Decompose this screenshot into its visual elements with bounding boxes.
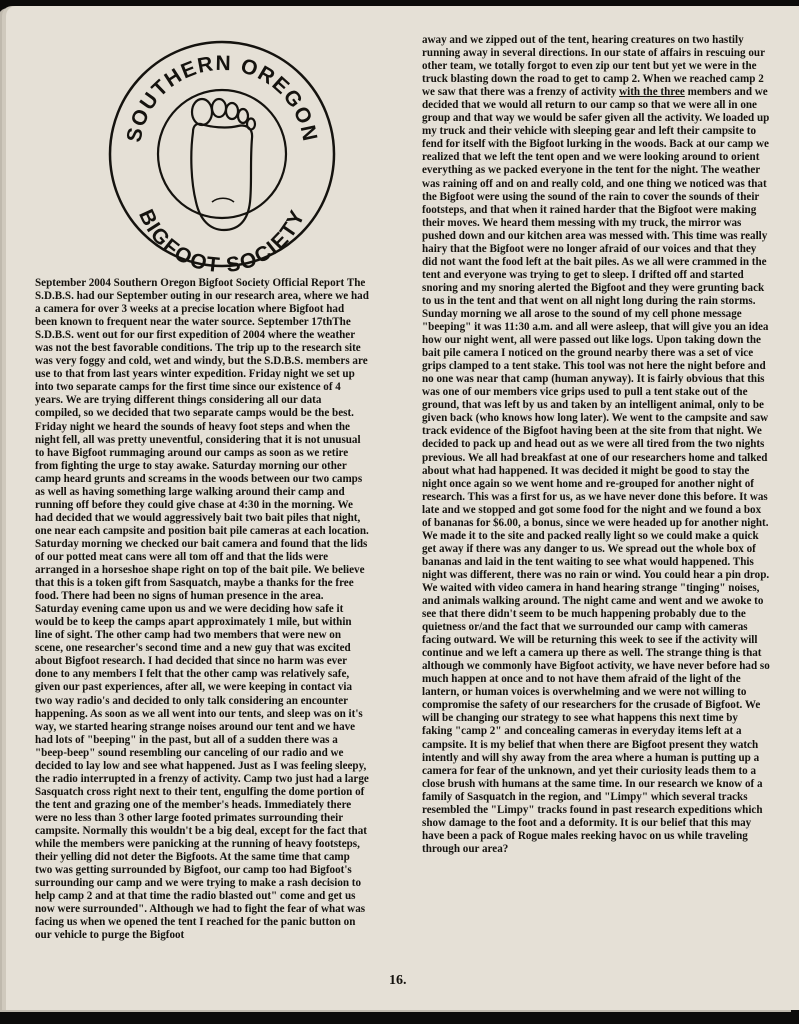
logo-top-text: SOUTHERN OREGON [122,51,322,145]
right-column-bottom-text: leads them to a close brush with humans at the same time. In our research we know of a family of Sasquatch in the region, and "Limpy" which several tracks resembled the "Limpy" tracks found in past research expeditions which show damage to the foot and a deformity. It is our belief that this may have been a pack of Rogue males reeking havoc on us while traveling through our area? [422,764,763,855]
logo-bottom-text: BIGFOOT SOCIETY [134,205,310,274]
right-column-mid-text: members and we decided that we would all return to our camp so that we were all in one group and that way we would be safer given all the activity. We loaded up my truck and their vehicle with sleeping gear and left their campsite to fend for itself with the Bigfoot lurking in the woods. Back at our camp we realized that we left the tent open and we were looking around to orient everything as we packed everyone in the tent for the night. The weather was raining off and on and really cold, and one thing we noticed was that the Bigfoot were using the sound of the rain to cover the sounds of their footsteps, and that when it rained harder that the Bigfoot were making their moves. We heard them messing with my truck, the mirror was pushed down and our kitchen area was messed with. This time was really hairy that the Bigfoot were no longer afraid of our voices and that they did not want the food left at the bait piles. As we all were crammed in the tent and everyone was trying to get to sleep. I drifted off and started snoring and my snoring alerted the Bigfoot and they were grunting back to us in the tent and that went on all night long during the rain storms. Sunday morning we all arose to the sound of my cell phone message "beeping" it was 11:30 a.m. and all were asleep, that will give you an idea how our night went, all were passed out like logs. Upon taking down the bait pile camera I noticed on the ground nearby there was a set of vice grips clamped to a tent stake. This tool was not here the night before and no one was near that camp (human anyway). It is fairly obvious that this was one of our members vice grips used to pull a tent stake out of the ground, that was left by us and taken by an intelligent animal, only to be given back (who knows how long later). We went to the campsite and saw track evidence of the Bigfoot having been at the site from that night. We decided to pack up and head out as we were all tired from the two nights previous. We all had breakfast at one of our researchers home and talked about what had happened. It was decided it might be good to stay the night once again so we went home and re-grouped for another night of research. This was a first for us, as we have never done this before. It was late and we stopped and got some food for the night and we found a box of bananas for $6.00, a bonus, since we were headed up for another night. We made it to the site and packed really light so we could make a quick get away if there was any danger to us. We spread out the whole box of bananas and laid in the tent waiting to see what would happened. This night was different, there was no rain or wind. You could hear a pin drop. We waited with video camera in hand hearing strange "tinging" noises, and animals walking around. The night came and went and we awoke to see that there didn't seem to be much happening probably due to the quietness or/and the fact that we surrounded our camp with cameras facing outward. We will be returning this week to see if the activity will continue and we left a camera up there as well. The strange thing is that although we commonly have Bigfoot activity, we have never before had so much happen at once and to not have them afraid of the light of the lantern, or human voices is overwhelming and we were not willing to compromise the safety of our researchers for the crusade of Bigfoot. We will be changing our strategy to see what happens this next time by faking "camp 2" and concealing cameras in everyday items left at a campsite. It is my belief that when there are Bigfoot present they watch intently and will shy away from the area where a human is putting up a camera for fear of the unknown, and yet their curiosity [422,86,770,777]
page-number: 16. [389,973,407,988]
right-column-top-text: away and we zipped out of the tent, hearing creatures on two hastily running away in several directions. In our state of affairs in rescuing our other team, we totally forgot to even zip our tent but yet we were in the truck blasting down the road to get to camp 2. When we reached camp 2 we saw that there was a frenzy of activity [422,34,765,99]
right-column-text [422,34,770,856]
underlined-text: with the three [619,86,685,99]
document-page [6,6,799,1010]
footprint-icon [191,99,255,230]
bigfoot-society-logo [72,34,372,274]
left-column-text: September 2004 Southern Oregon Bigfoot Society Official Report The S.D.B.S. had our September outing in our research area, where we had a camera for over 3 weeks at a precise location where Bigfoot had been known to frequent near the water source. September 17thThe S.D.B.S. went out for our first expedition of 2004 where the weather was not the best favorable conditions. The trip up to the research site was very foggy and cold, wet and windy, but the S.D.B.S. members are use to that from last years winter expedition. Friday night we set up into two separate camps for the first time since our existence of 4 years. We are trying different things considering all our data compiled, so we decided that two separate camps would be the best. Friday night we heard the sounds of heavy foot steps and when the night fell, all was pretty uneventful, considering that it is not unusual to have Bigfoot rummaging around our camps as soon as we retire from fighting the urge to stay awake. Saturday morning our other camp heard grunts and screams in the woods between our two camps as well as having something large walking around their camp and running off before they could give chase at 4:30 in the morning. We had decided that we would aggressively bait two bait piles that night, one near each campsite and position bait pile cameras at each location. Saturday morning we checked our bait camera and found that the lids of our potted meat cans were all tom off and that the lids were arranged in a horseshoe shape right on top of the bait pile. We believe that this is a token gift from Sasquatch, maybe a thanks for the free food. There had been no signs of human presence in the area. Saturday evening came upon us and we were deciding how safe it would be to keep the camps apart approximately 1 mile, but within line of sight. The other camp had two members that were new on scene, one researcher's second time and a new guy that was excited about Bigfoot research. I had decided that since no harm was ever done to any members I felt that the other camp was relatively safe, given our past experiences, after all, we were keeping in contact via two way radio's and decided to only talk considering an encounter happening. As soon as we all went into our tents, and sleep was on it's way, we started hearing strange noises around our tent and we have had lots of "beeping" in the past, but all of a sudden there was a "beep-beep" sound resembling our canceling of our radio and we decided to lay low and see what happened. Just as I was feeling sleepy, the radio interrupted in a frenzy of activity. Camp two just had a large Sasquatch cross right next to their tent, engulfing the dome portion of the tent and grazing one of the member's heads. Immediately there were no less than 3 other large footed primates surrounding their campsite. Normally this wouldn't be a big deal, except for the fact that while the members were panicking at the running of heavy footsteps, their yelling did not deter the Bigfoots. At the same time that camp two was getting surrounded by Bigfoot, our camp too had Bigfoot's surrounding our camp and we were trying to make a rash decision to help camp 2 and at that time the radio blasted out" come and get us now were surrounded". Although we had to fight the fear of what was facing us when we opened the tent I reached for the panic button on our vehicle to purge the Bigfoot [35,277,369,942]
right-article-column [422,34,770,856]
left-article-column [35,277,369,942]
